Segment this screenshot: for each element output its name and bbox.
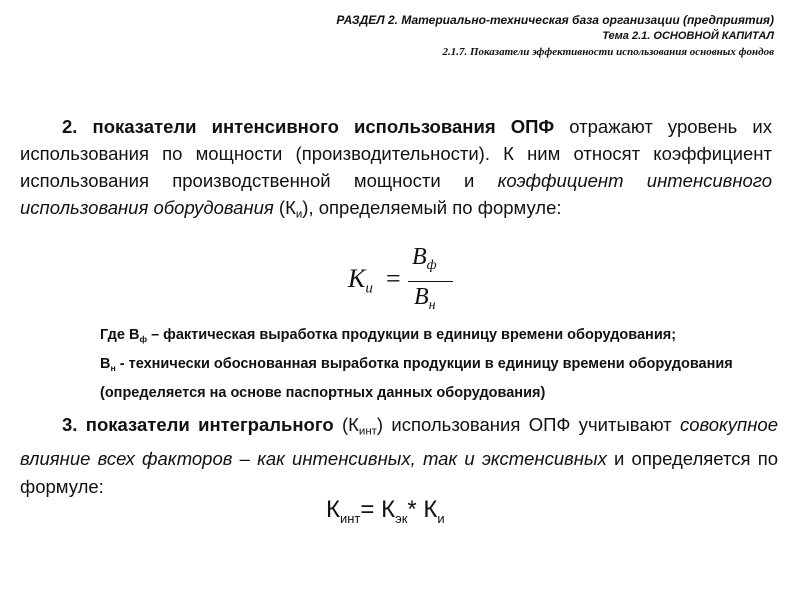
- intensive-subscript: и: [295, 208, 303, 221]
- formula1-fraction-bar: [408, 281, 453, 282]
- integral-text-2: ) использования ОПФ учитывают: [376, 414, 680, 435]
- integral-italic-phrase: совокупное влияние всех факторов – как интенсивных, так и экстенсивных: [20, 414, 778, 470]
- formula1-denominator: $B_н$: [414, 284, 436, 313]
- subtopic-title: 2.1.7. Показатели эффективности использования основных фондов: [442, 46, 774, 58]
- integral-text-3: и определяется по формуле:: [20, 448, 778, 498]
- intensive-text-1: отражают уровень их использования по мощности (производительности). К ним относят коэффициент использования производственной мощности и: [20, 116, 772, 191]
- slide-header: [336, 12, 774, 60]
- formula-integral-coefficient: $К_{инт}= К_{эк}*$ $К_и$: [326, 496, 445, 526]
- note-line-3: (определяется на основе паспортных данных оборудования): [100, 385, 546, 402]
- formula-intensive-coefficient: [348, 244, 458, 314]
- intensive-text-2: (К: [273, 197, 296, 218]
- paragraph-intensive-indicators: [20, 113, 772, 228]
- integral-subscript: инт: [358, 425, 377, 438]
- integral-text-1: (К: [333, 414, 359, 435]
- note-line-1: Где $В_ф$ – фактическая выработка продукции в единицу времени оборудования;: [100, 327, 677, 345]
- integral-lead: 3. показатели интегрального: [62, 414, 334, 435]
- paragraph-integral-indicators: [20, 411, 778, 501]
- intensive-text-3: ), определяемый по формуле:: [302, 197, 562, 218]
- section-title: РАЗДЕЛ 2. Материально-техническая база организации (предприятия): [336, 13, 774, 27]
- note-line-2: $В_н$ - технически обоснованная выработка продукции в единицу времени оборудования: [100, 356, 733, 374]
- formula1-equals: =: [386, 264, 401, 293]
- intensive-italic-term: коэффициент интенсивного использования оборудования: [20, 170, 773, 218]
- intensive-lead: 2. показатели интенсивного использования ОПФ: [62, 116, 555, 137]
- formula-notes: [100, 323, 760, 406]
- formula1-lhs: $K_и$: [348, 264, 373, 297]
- topic-title: Тема 2.1. ОСНОВНОЙ КАПИТАЛ: [602, 30, 774, 42]
- formula1-numerator: $B_ф$: [412, 244, 437, 273]
